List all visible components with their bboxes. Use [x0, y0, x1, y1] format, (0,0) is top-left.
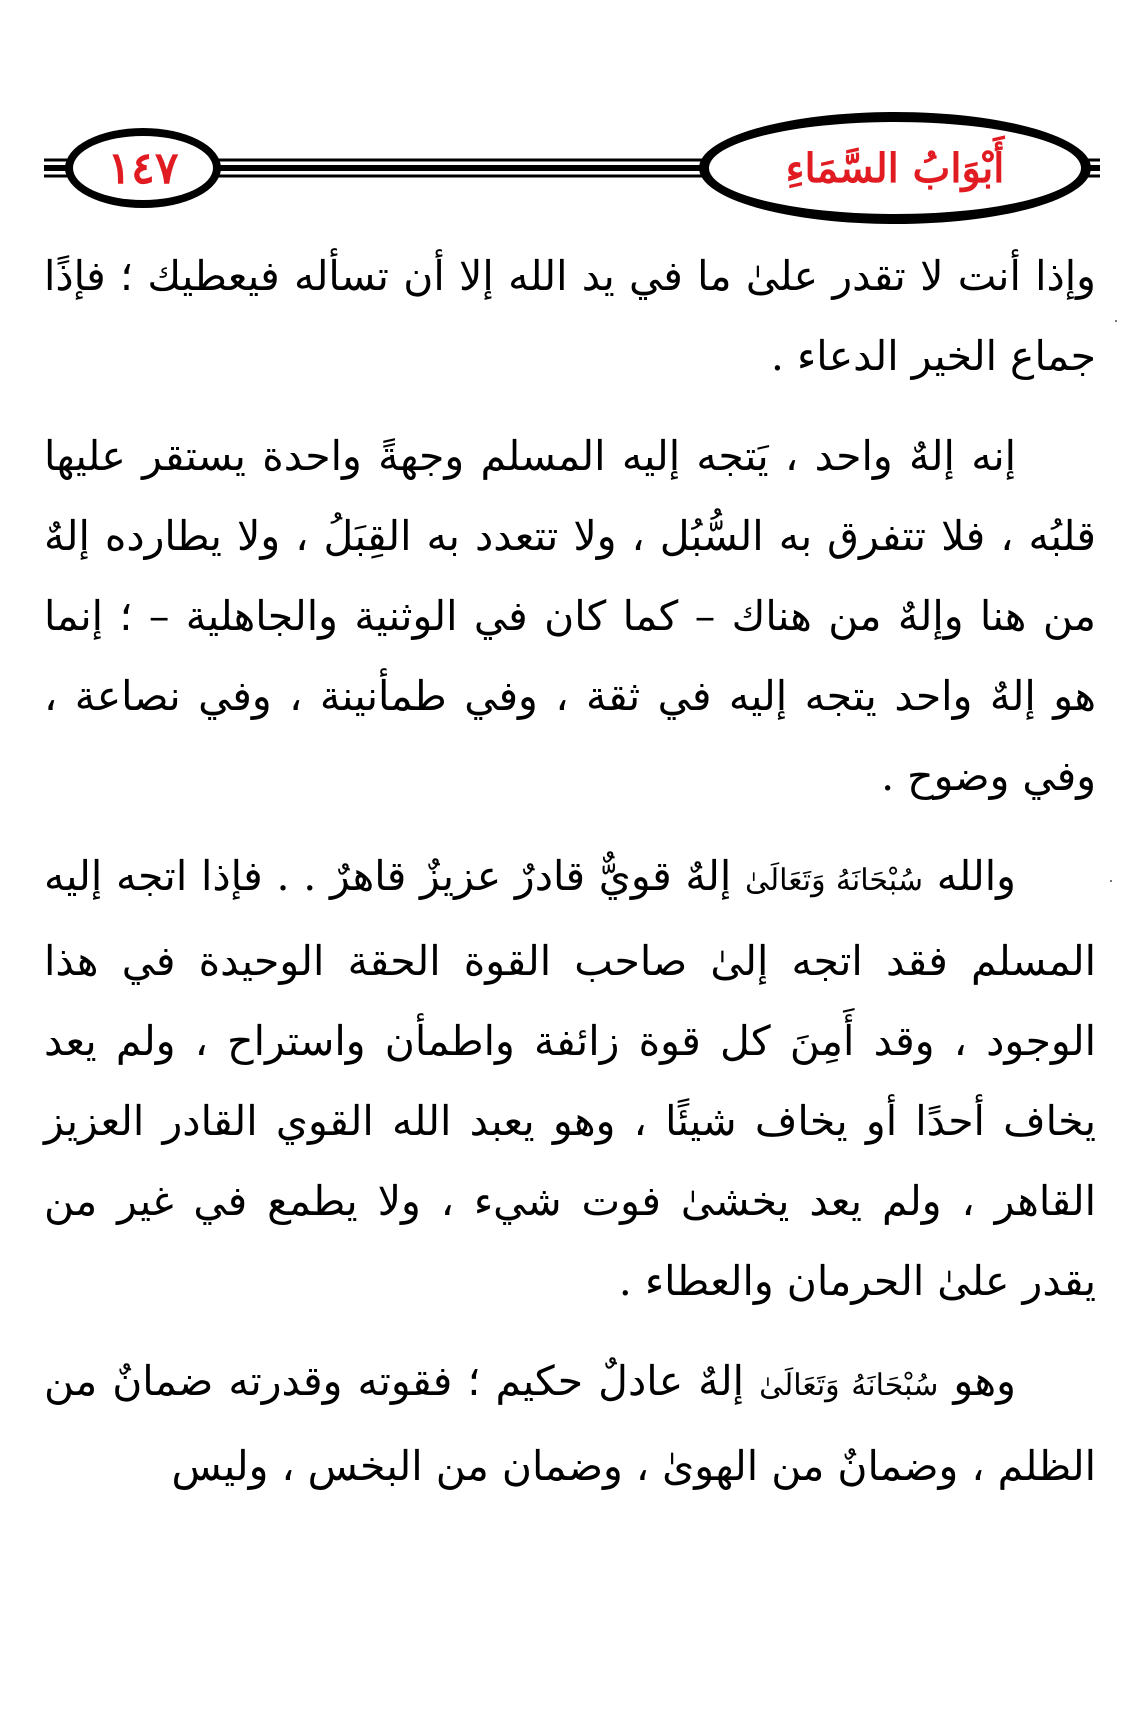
chapter-title: أَبْوَابُ السَّمَاءِ — [785, 144, 1005, 192]
page-body — [44, 236, 1096, 1526]
paragraph-4-lead: وهو — [953, 1357, 1016, 1405]
margin-speck — [1110, 880, 1112, 882]
page-header — [0, 0, 1132, 230]
paragraph-3-body: إلهٌ قويٌّ قادرٌ عزيزٌ قاهرٌ . . فإذا اتجه إليه المسلم فقد اتجه إلىٰ صاحب القوة الحقة الوحيدة في هذا الوجود ، وقد أَمِنَ كل قوة زائفة واطمأن واستراح ، ولم يعد يخاف أحدًا أو يخاف شيئًا ، وهو يعبد الله القوي القادر العزيز القاهر ، ولم يعد يخشىٰ فوت شيء ، ولا يطمع في غير من يقدر علىٰ الحرمان والعطاء . — [44, 852, 1096, 1305]
honorific-ligature: سُبْحَانَهُ وَتَعَالَىٰ — [759, 1368, 939, 1403]
paragraph-3 — [44, 836, 1096, 1321]
honorific-ligature: سُبْحَانَهُ وَتَعَالَىٰ — [745, 863, 923, 898]
paragraph-4-body: إلهٌ عادلٌ حكيم ؛ فقوته وقدرته ضمانٌ من الظلم ، وضمانٌ من الهوىٰ ، وضمان من البخس ، وليس — [44, 1357, 1096, 1490]
paragraph-2: إنه إلهٌ واحد ، يَتجه إليه المسلم وجهةً واحدة يستقر عليها قلبُه ، فلا تتفرق به السُّبُل ، ولا تتعدد به القِبَلُ ، ولا يطارده إلهٌ من هنا وإلهٌ من هناك – كما كان في الوثنية والجاهلية – ؛ إنما هو إلهٌ واحد يتجه إليه في ثقة ، وفي طمأنينة ، وفي نصاعة ، وفي وضوح . — [44, 432, 1096, 800]
paragraph-3-lead: والله — [936, 852, 1016, 900]
paragraph-4 — [44, 1341, 1096, 1506]
page-number: ١٤٧ — [107, 142, 179, 194]
margin-speck — [1115, 320, 1117, 322]
paragraph-1: وإذا أنت لا تقدر علىٰ ما في يد الله إلا أن تسأله فيعطيك ؛ فإذًا جماع الخير الدعاء . — [44, 252, 1096, 380]
